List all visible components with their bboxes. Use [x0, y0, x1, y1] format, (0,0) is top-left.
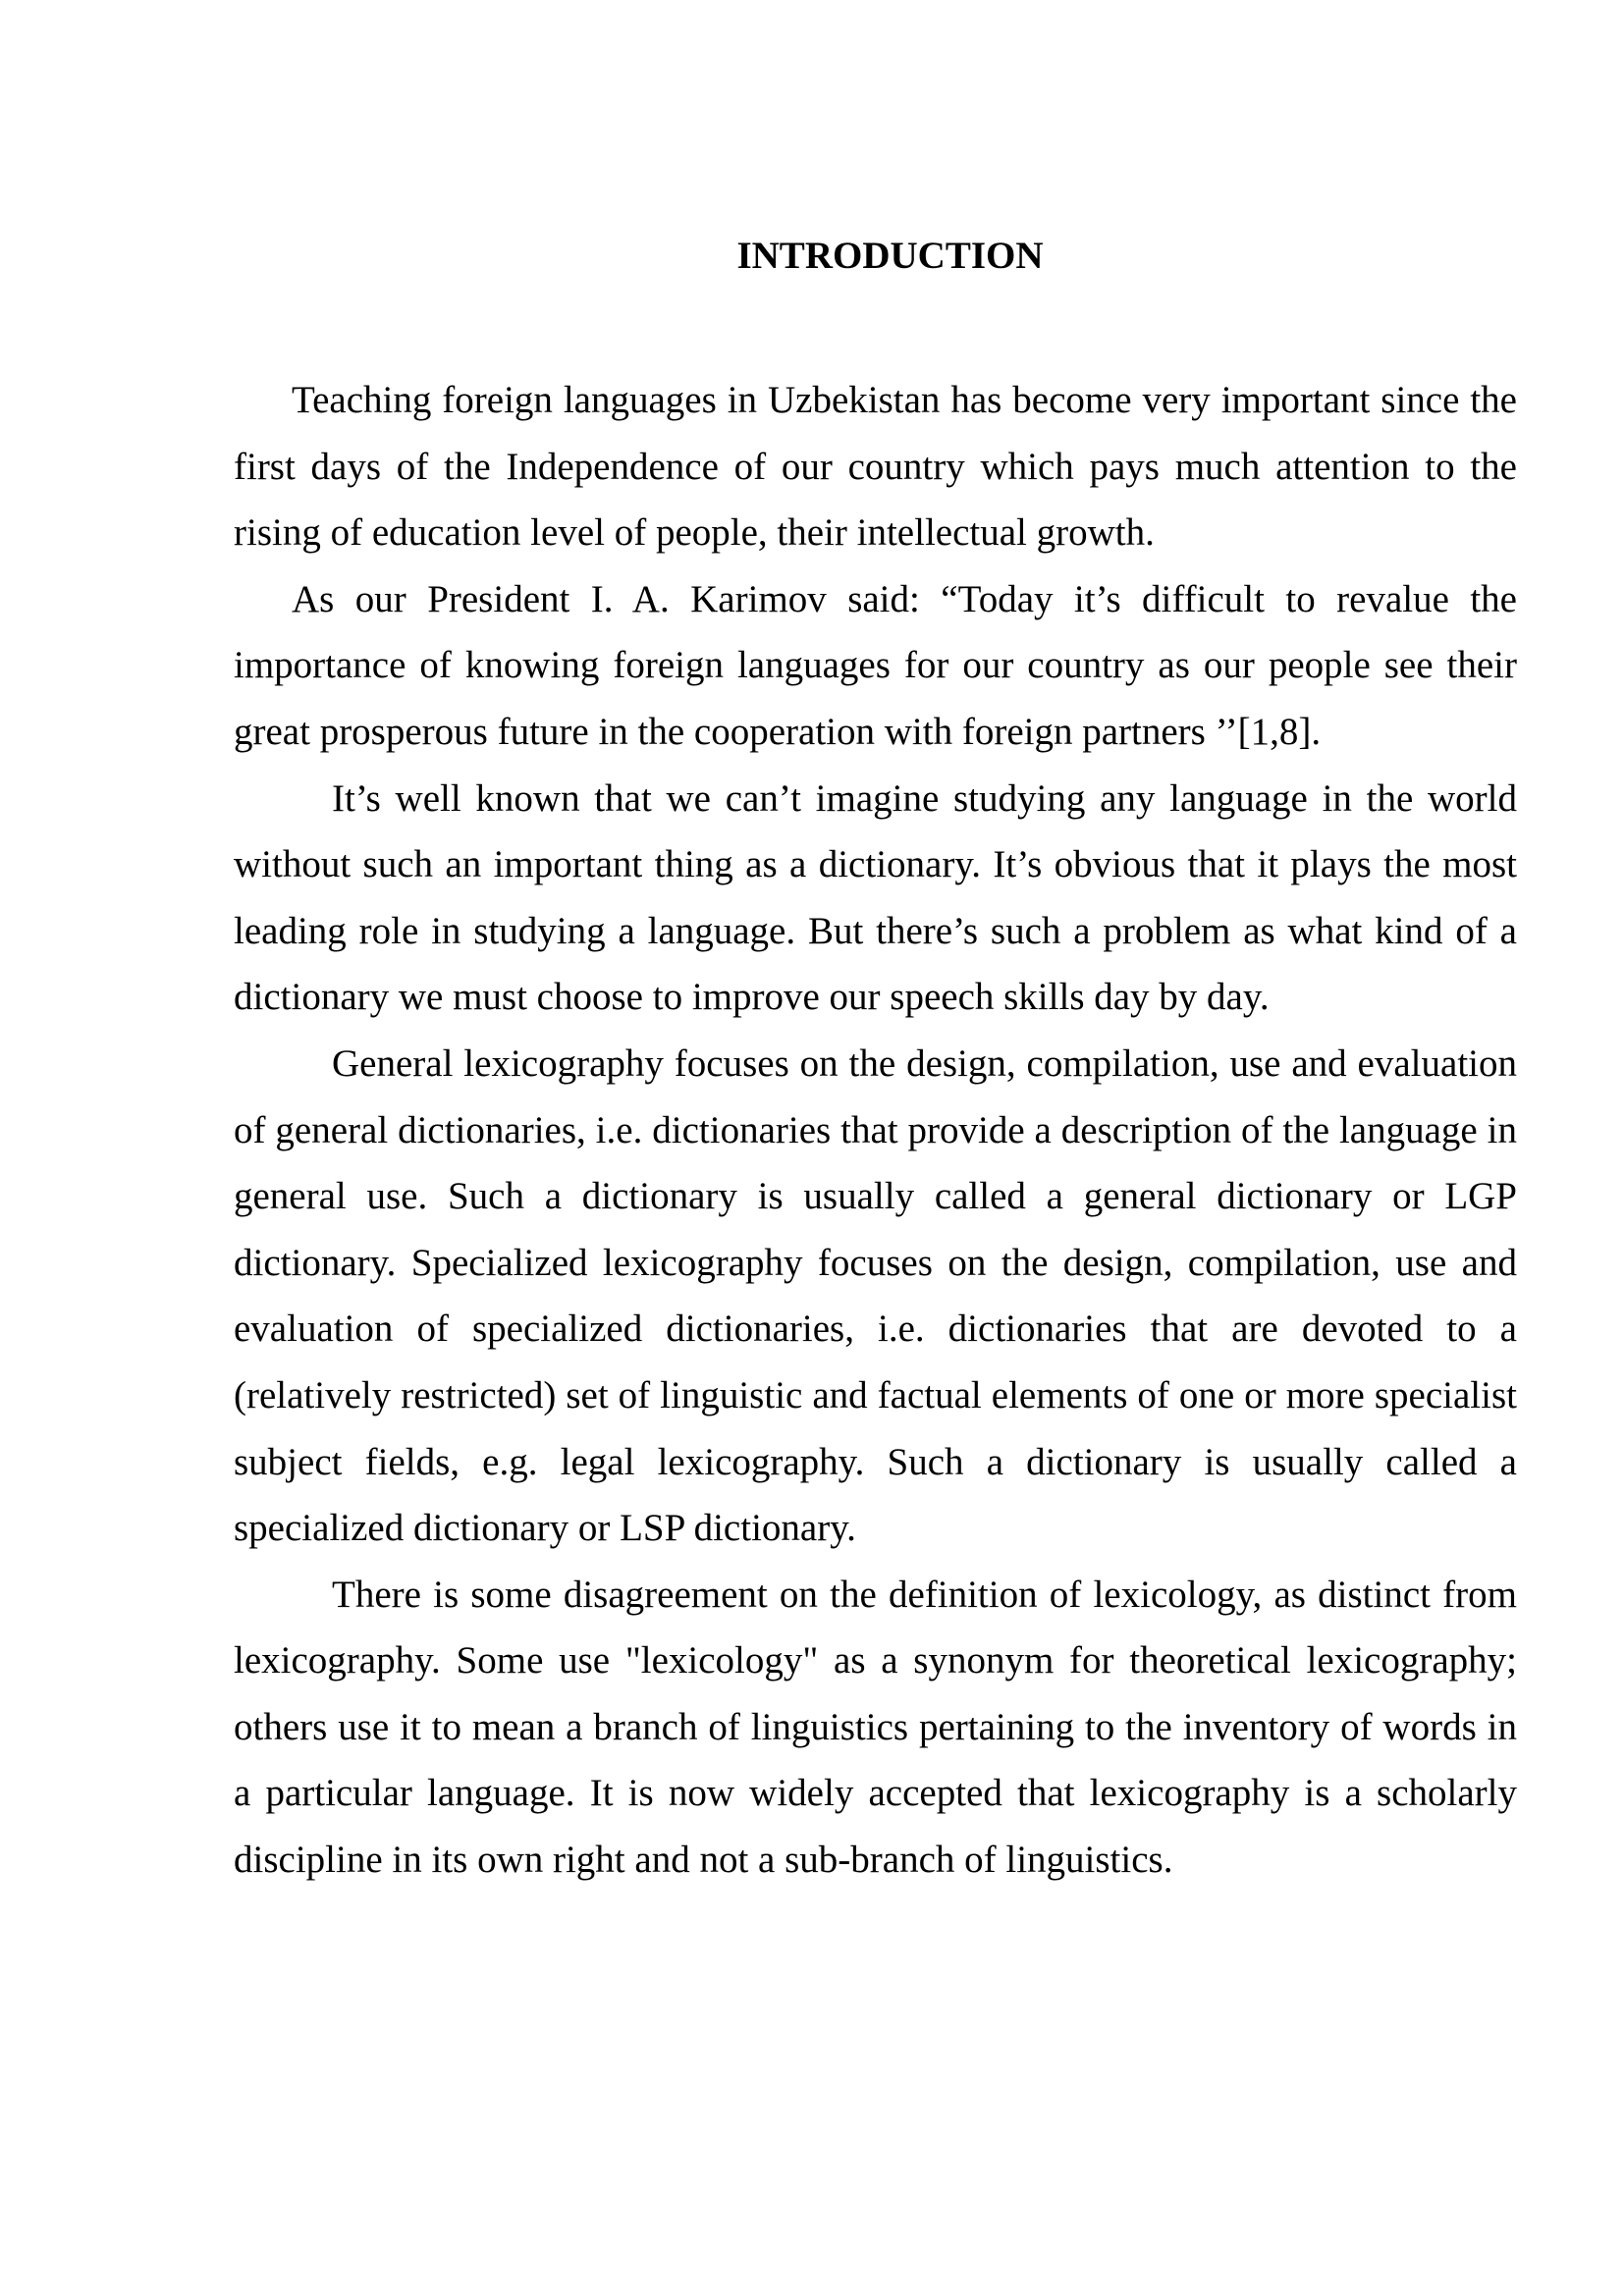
paragraph-teaching-languages: Teaching foreign languages in Uzbekistan has become very important since the first days of the Independence of our country which pays much attention to the rising of education level of people, their intellectual growth.: [234, 379, 1517, 555]
page-title: INTRODUCTION: [736, 235, 1044, 277]
document-body: [234, 367, 1517, 1894]
paragraph-president-quote: As our President I. A. Karimov said: “Today it’s difficult to revalue the importance of knowing foreign languages for our country as our people see their great prosperous future in the cooperation with foreign partners ’’[1,8].: [234, 577, 1517, 753]
paragraph-dictionary-importance: It’s well known that we can’t imagine studying any language in the world without such an important thing as a dictionary. It’s obvious that it plays the most leading role in studying a language. But there’s such a problem as what kind of a dictionary we must choose to improve our speech skills day by day.: [234, 776, 1517, 1019]
paragraph-general-lexicography: General lexicography focuses on the design, compilation, use and evaluation of general dictionaries, i.e. dictionaries that provide a description of the language in general use. Such a dictionary is usually called a general dictionary or LGP dictionary. Specialized lexicography focuses on the design, compilation, use and evaluation of specialized dictionaries, i.e. dictionaries that are devoted to a (relatively restricted) set of linguistic and factual elements of one or more specialist subject fields, e.g. legal lexicography. Such a dictionary is usually called a specialized dictionary or LSP dictionary.: [234, 1041, 1517, 1550]
paragraph-lexicology-definition: There is some disagreement on the definition of lexicology, as distinct from lexicography. Some use "lexicology" as a synonym for theoretical lexicography; others use it to mean a branch of linguistics pertaining to the inventory of words in a particular language. It is now widely accepted that lexicography is a scholarly discipline in its own right and not a sub-branch of linguistics.: [234, 1573, 1517, 1882]
